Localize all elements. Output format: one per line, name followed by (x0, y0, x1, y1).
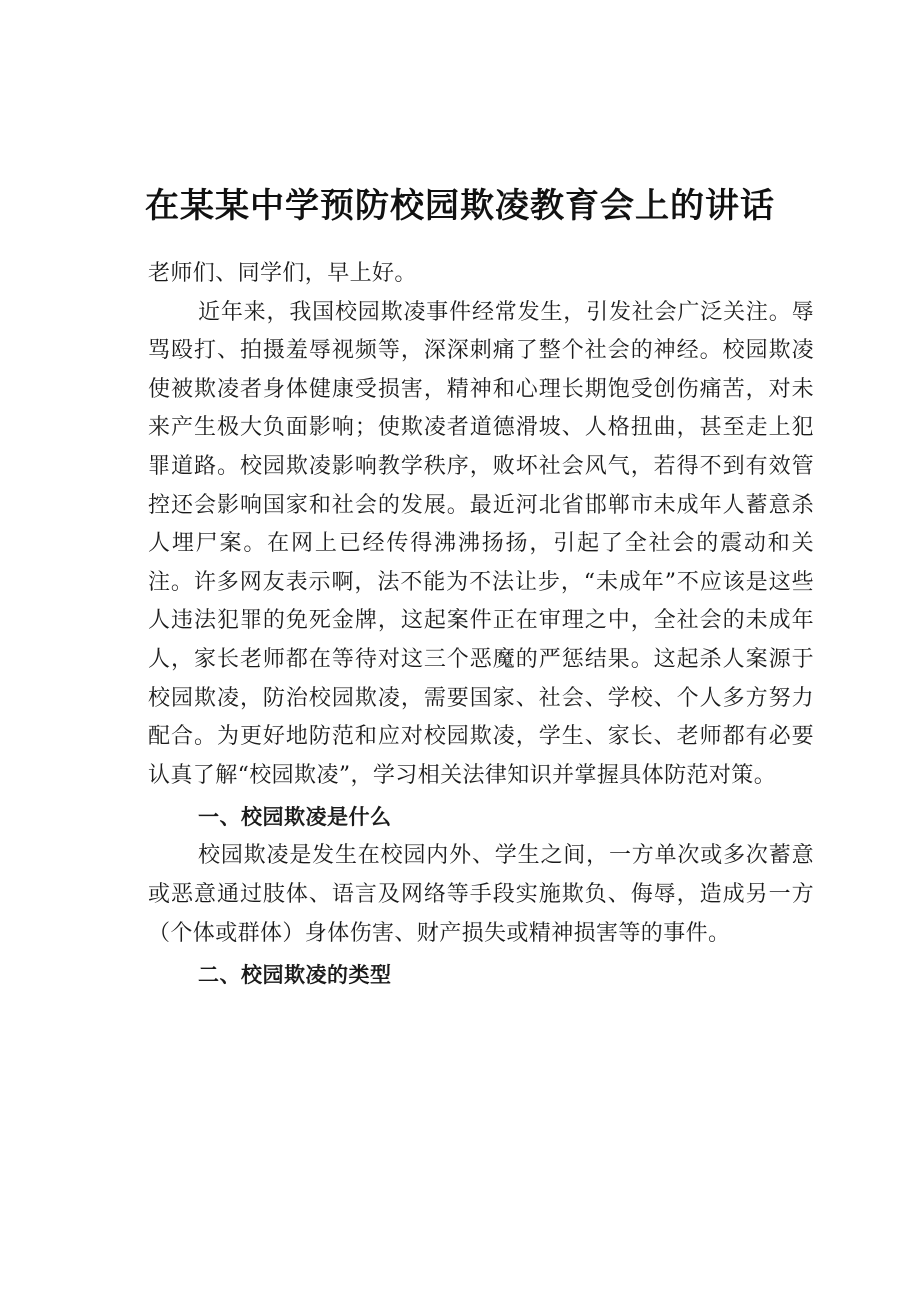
section-paragraph-definition: 校园欺凌是发生在校园内外、学生之间，一方单次或多次蓄意或恶意通过肢体、语言及网络等手段实施欺负、侮辱，造成另一方（个体或群体）身体伤害、财产损失或精神损害等的事件。 (148, 843, 814, 946)
intro-paragraph: 近年来，我国校园欺凌事件经常发生，引发社会广泛关注。辱骂殴打、拍摄羞辱视频等，深深刺痛了整个社会的神经。校园欺凌使被欺凌者身体健康受损害，精神和心理长期饱受创伤痛苦，对未来产生极大负面影响；使欺凌者道德滑坡、人格扭曲，甚至走上犯罪道路。校园欺凌影响教学秩序，败坏社会风气，若得不到有效管控还会影响国家和社会的发展。最近河北省邯郸市未成年人蓄意杀人埋尸案。在网上已经传得沸沸扬扬，引起了全社会的震动和关注。许多网友表示啊，法不能为不法让步，“未成年”不应该是这些人违法犯罪的免死金牌，这起案件正在审理之中，全社会的未成年人，家长老师都在等待对这三个恶魔的严惩结果。这起杀人案源于校园欺凌，防治校园欺凌，需要国家、社会、学校、个人多方努力配合。为更好地防范和应对校园欺凌，学生、家长、老师都有必要认真了解“校园欺凌”，学习相关法律知识并掌握具体防范对策。 (148, 299, 814, 788)
section-heading-bullying-types: 二、校园欺凌的类型 (198, 963, 392, 988)
greeting: 老师们、同学们，早上好。 (148, 261, 417, 286)
document-body (148, 255, 814, 995)
document-title: 在某某中学预防校园欺凌教育会上的讲话 (145, 185, 775, 226)
section-heading-what-is-bullying: 一、校园欺凌是什么 (198, 805, 392, 830)
